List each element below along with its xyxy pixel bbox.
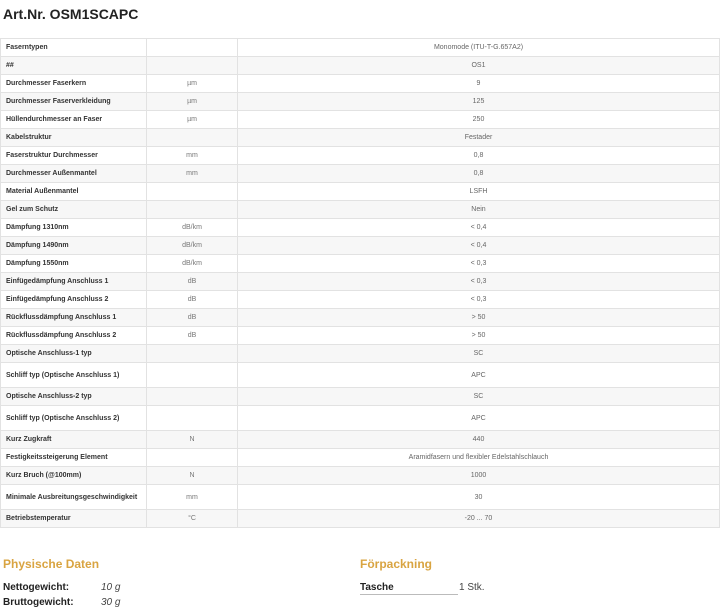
- spec-value-cell: SC: [238, 345, 720, 363]
- table-row: [1, 39, 720, 57]
- spec-name-cell: Faserntypen: [1, 39, 147, 57]
- spec-value-cell: 0,8: [238, 165, 720, 183]
- spec-name-cell: Optische Anschluss-2 typ: [1, 388, 147, 406]
- table-row: [1, 111, 720, 129]
- table-row: [1, 75, 720, 93]
- spec-unit-cell: dB: [147, 327, 238, 345]
- net-weight-label: Nettogewicht:: [3, 582, 70, 593]
- spec-value-cell: APC: [238, 363, 720, 388]
- table-row: [1, 309, 720, 327]
- table-row: [1, 485, 720, 510]
- spec-table-body: [1, 39, 720, 528]
- table-row: [1, 183, 720, 201]
- spec-name-cell: Kabelstruktur: [1, 129, 147, 147]
- spec-unit-cell: [147, 449, 238, 467]
- spec-value-cell: LSFH: [238, 183, 720, 201]
- spec-unit-cell: dB: [147, 309, 238, 327]
- spec-value-cell: < 0,3: [238, 255, 720, 273]
- spec-value-cell: Festader: [238, 129, 720, 147]
- spec-name-cell: Dämpfung 1550nm: [1, 255, 147, 273]
- spec-unit-cell: [147, 129, 238, 147]
- page-title: Art.Nr. OSM1SCAPC: [3, 6, 139, 22]
- spec-value-cell: > 50: [238, 309, 720, 327]
- spec-name-cell: Kurz Bruch (@100mm): [1, 467, 147, 485]
- spec-value-cell: 0,8: [238, 147, 720, 165]
- spec-unit-cell: [147, 57, 238, 75]
- table-row: [1, 129, 720, 147]
- table-row: [1, 57, 720, 75]
- spec-name-cell: Durchmesser Faserkern: [1, 75, 147, 93]
- table-row: [1, 431, 720, 449]
- table-row: [1, 237, 720, 255]
- spec-value-cell: SC: [238, 388, 720, 406]
- table-row: [1, 147, 720, 165]
- spec-unit-cell: [147, 183, 238, 201]
- spec-value-cell: 9: [238, 75, 720, 93]
- spec-name-cell: Festigkeitssteigerung Element: [1, 449, 147, 467]
- table-row: [1, 449, 720, 467]
- spec-name-cell: Rückflussdämpfung Anschluss 2: [1, 327, 147, 345]
- spec-unit-cell: dB: [147, 291, 238, 309]
- net-weight-row: [3, 582, 120, 593]
- gross-weight-label: Bruttogewicht:: [3, 597, 74, 608]
- spec-name-cell: Material Außenmantel: [1, 183, 147, 201]
- spec-unit-cell: dB: [147, 273, 238, 291]
- spec-unit-cell: N: [147, 431, 238, 449]
- spec-name-cell: Dämpfung 1490nm: [1, 237, 147, 255]
- spec-name-cell: Schliff typ (Optische Anschluss 1): [1, 363, 147, 388]
- spec-name-cell: Schliff typ (Optische Anschluss 2): [1, 406, 147, 431]
- table-row: [1, 327, 720, 345]
- spec-unit-cell: [147, 406, 238, 431]
- net-weight-value: 10 g: [101, 582, 121, 593]
- spec-unit-cell: [147, 388, 238, 406]
- spec-name-cell: Betriebstemperatur: [1, 510, 147, 528]
- spec-name-cell: Einfügedämpfung Anschluss 1: [1, 273, 147, 291]
- spec-name-cell: Faserstruktur Durchmesser: [1, 147, 147, 165]
- spec-unit-cell: [147, 345, 238, 363]
- spec-value-cell: APC: [238, 406, 720, 431]
- physical-data-heading: Physische Daten: [3, 557, 100, 571]
- gross-weight-row: [3, 597, 120, 608]
- spec-name-cell: Optische Anschluss-1 typ: [1, 345, 147, 363]
- spec-name-cell: Einfügedämpfung Anschluss 2: [1, 291, 147, 309]
- table-row: [1, 363, 720, 388]
- table-row: [1, 406, 720, 431]
- spec-value-cell: 30: [238, 485, 720, 510]
- table-row: [1, 219, 720, 237]
- spec-name-cell: Durchmesser Faserverkleidung: [1, 93, 147, 111]
- spec-unit-cell: N: [147, 467, 238, 485]
- table-row: [1, 345, 720, 363]
- spec-name-cell: Durchmesser Außenmantel: [1, 165, 147, 183]
- spec-value-cell: OS1: [238, 57, 720, 75]
- spec-unit-cell: mm: [147, 147, 238, 165]
- spec-table: [0, 38, 720, 528]
- spec-unit-cell: [147, 201, 238, 219]
- gross-weight-value: 30 g: [101, 597, 121, 608]
- spec-value-cell: 125: [238, 93, 720, 111]
- spec-value-cell: < 0,4: [238, 219, 720, 237]
- spec-name-cell: Kurz Zugkraft: [1, 431, 147, 449]
- spec-value-cell: 440: [238, 431, 720, 449]
- spec-value-cell: Aramidfasern und flexibler Edelstahlschlauch: [238, 449, 720, 467]
- spec-value-cell: Nein: [238, 201, 720, 219]
- spec-unit-cell: [147, 39, 238, 57]
- spec-name-cell: Hüllendurchmesser an Faser: [1, 111, 147, 129]
- table-row: [1, 467, 720, 485]
- spec-unit-cell: µm: [147, 111, 238, 129]
- spec-unit-cell: µm: [147, 93, 238, 111]
- table-row: [1, 291, 720, 309]
- packing-heading: Förpackning: [360, 557, 433, 571]
- spec-unit-cell: µm: [147, 75, 238, 93]
- table-row: [1, 93, 720, 111]
- spec-name-cell: Minimale Ausbreitungsgeschwindigkeit: [1, 485, 147, 510]
- spec-name-cell: Dämpfung 1310nm: [1, 219, 147, 237]
- spec-unit-cell: °C: [147, 510, 238, 528]
- spec-unit-cell: mm: [147, 485, 238, 510]
- spec-value-cell: < 0,3: [238, 291, 720, 309]
- spec-unit-cell: mm: [147, 165, 238, 183]
- table-row: [1, 388, 720, 406]
- spec-name-cell: ##: [1, 57, 147, 75]
- spec-unit-cell: dB/km: [147, 237, 238, 255]
- spec-value-cell: < 0,3: [238, 273, 720, 291]
- table-row: [1, 165, 720, 183]
- table-row: [1, 510, 720, 528]
- spec-value-cell: 250: [238, 111, 720, 129]
- table-row: [1, 273, 720, 291]
- spec-value-cell: 1000: [238, 467, 720, 485]
- table-row: [1, 201, 720, 219]
- spec-value-cell: -20 ... 70: [238, 510, 720, 528]
- table-row: [1, 255, 720, 273]
- spec-value-cell: > 50: [238, 327, 720, 345]
- spec-unit-cell: dB/km: [147, 219, 238, 237]
- spec-unit-cell: dB/km: [147, 255, 238, 273]
- spec-value-cell: Monomode (ITU-T-G.657A2): [238, 39, 720, 57]
- spec-name-cell: Gel zum Schutz: [1, 201, 147, 219]
- spec-name-cell: Rückflussdämpfung Anschluss 1: [1, 309, 147, 327]
- spec-value-cell: < 0,4: [238, 237, 720, 255]
- packing-row: [360, 582, 485, 593]
- spec-unit-cell: [147, 363, 238, 388]
- packing-item-label: Tasche: [360, 582, 394, 593]
- packing-item-value: 1 Stk.: [459, 582, 485, 593]
